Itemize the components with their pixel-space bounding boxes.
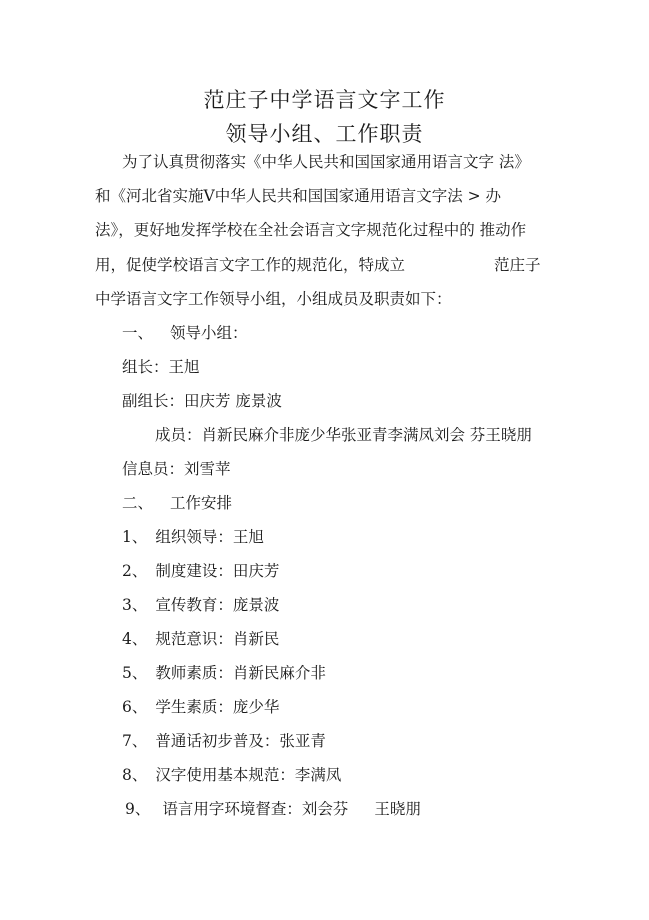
item-text: 组织领导：王旭 <box>155 528 264 546</box>
section2-number: 二、 <box>122 494 154 512</box>
item-text-extra: 王晓朋 <box>374 800 421 818</box>
item-number: 7、 <box>122 732 148 750</box>
item-text: 规范意识：肖新民 <box>155 630 280 648</box>
item-text: 制度建设：田庆芳 <box>155 562 280 580</box>
work-item-8 <box>122 768 341 784</box>
work-item-5 <box>122 666 326 682</box>
work-item-2 <box>122 564 279 580</box>
members-line: 成员：肖新民麻介非庞少华张亚青李满凤刘会 芬王晓朋 <box>155 426 532 444</box>
work-item-1 <box>122 530 264 546</box>
info-officer-line: 信息员：刘雪苹 <box>122 460 231 478</box>
item-number: 6、 <box>122 698 148 716</box>
item-number: 1、 <box>122 528 148 546</box>
intro-line-5: 中学语言文字工作领导小组，小组成员及职责如下： <box>95 290 452 308</box>
section1-heading: 领导小组： <box>170 324 248 342</box>
intro-line-4a: 用，促使学校语言文字工作的规范化，特成立 <box>95 256 406 274</box>
item-text: 汉字使用基本规范：李满凤 <box>155 766 342 784</box>
item-number: 8、 <box>122 766 148 784</box>
work-item-6 <box>122 700 279 716</box>
deputy-line: 副组长：田庆芳 庞景波 <box>122 392 282 410</box>
item-number: 2、 <box>122 562 148 580</box>
intro-line-4b: 范庄子 <box>494 256 541 274</box>
work-item-3 <box>122 598 279 614</box>
item-number: 5、 <box>122 664 148 682</box>
work-item-4 <box>122 632 279 648</box>
work-item-7 <box>122 734 326 750</box>
item-text: 宣传教育：庞景波 <box>155 596 280 614</box>
item-number: 3、 <box>122 596 148 614</box>
item-number: 4、 <box>122 630 148 648</box>
section2-heading: 工作安排 <box>170 494 233 512</box>
doc-title-line1: 范庄子中学语言文字工作 <box>203 88 446 112</box>
item-text: 普通话初步普及：张亚青 <box>155 732 326 750</box>
work-item-9 <box>125 802 421 818</box>
item-number: 9、 <box>125 800 151 818</box>
section1-number: 一、 <box>122 324 154 342</box>
intro-line-2: 和《河北省实施V中华人民共和国国家通用语言文字法 > 办 <box>95 187 502 205</box>
intro-line-3: 法》，更好地发挥学校在全社会语言文字规范化过程中的 推动作 <box>95 221 527 239</box>
intro-line-1: 为了认真贯彻落实《中华人民共和国国家通用语言文字 法》 <box>122 153 530 171</box>
doc-title-line2: 领导小组、工作职责 <box>225 122 424 146</box>
item-text: 语言用字环境督查：刘会芬 <box>162 800 349 818</box>
item-text: 教师素质：肖新民麻介非 <box>155 664 326 682</box>
leader-line: 组长：王旭 <box>122 358 200 376</box>
item-text: 学生素质：庞少华 <box>155 698 280 716</box>
